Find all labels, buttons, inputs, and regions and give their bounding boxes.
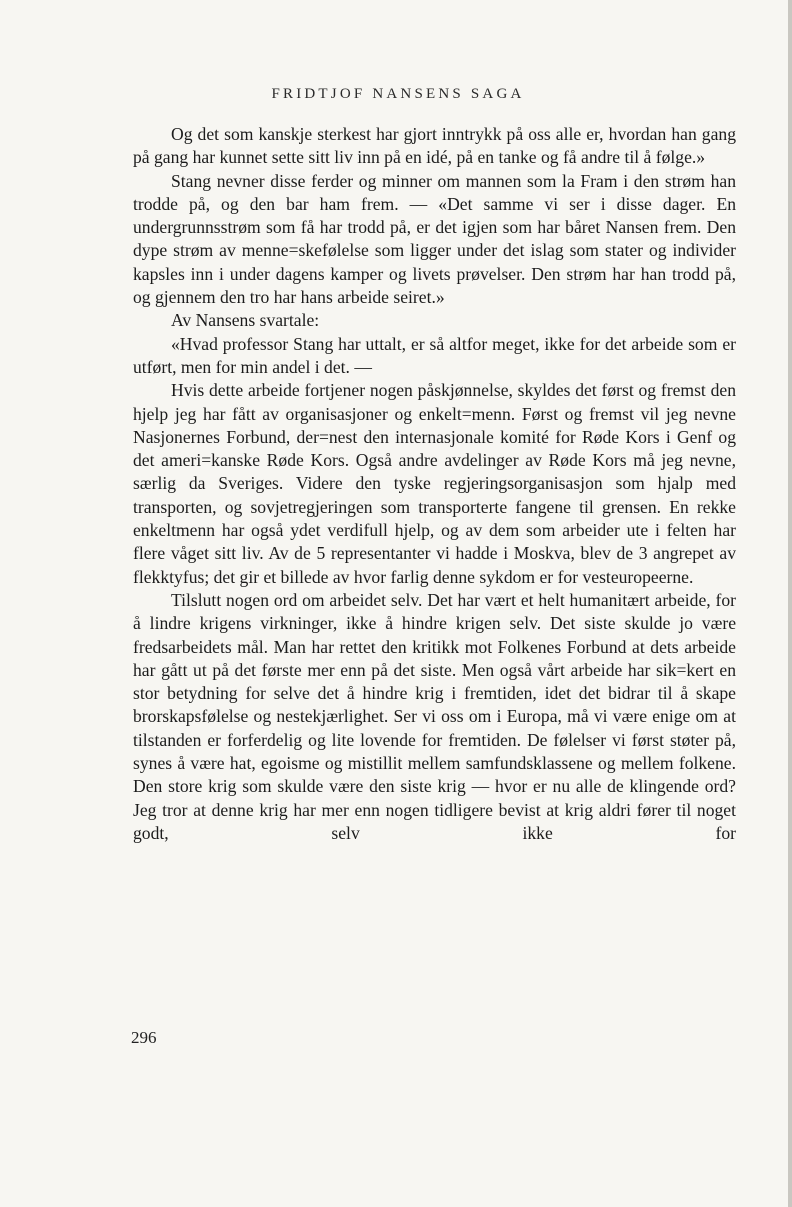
page-number: 296 bbox=[131, 1028, 157, 1047]
paragraph: «Hvad professor Stang har uttalt, er så altfor meget, ikke for det arbeide som er utført, men for min andel i det. — bbox=[133, 333, 736, 377]
running-head: FRIDTJOF NANSENS SAGA bbox=[271, 86, 525, 102]
paragraph: Og det som kanskje sterkest har gjort inntrykk på oss alle er, hvordan han gang på gang har kunnet sette sitt liv inn på en idé, på en tanke og få andre til å følge.» bbox=[133, 124, 736, 168]
paragraph: Hvis dette arbeide fortjener nogen påskjønnelse, skyldes det først og fremst den hjelp jeg har fått av organisasjoner og enkelt=menn. Først og fremst vil jeg nevne Nasjonernes Forbund, der=nest den internasjonale komité for Røde Kors i Genf og det ameri=kanske Røde Kors. Også andre avdelinger av Røde Kors må jeg nevne, særlig da Sveriges. Videre den tyske regjeringsorganisasjon som hjalp med transporten, og sovjetregjeringen som transporterte fangene til grensen. En rekke enkeltmenn har også ydet verdifull hjelp, og av dem som arbeider ute i felten har flere våget sitt liv. Av de 5 representanter vi hadde i Moskva, blev de 3 angrepet av flekktyfus; det gir et billede av hvor farlig denne sykdom er for vesteuropeerne. bbox=[133, 380, 736, 587]
paragraph: Tilslutt nogen ord om arbeidet selv. Det har vært et helt humanitært arbeide, for å lindre krigens virkninger, ikke å hindre krigen selv. Det siste skulde jo være fredsarbeidets mål. Man har rettet den kritikk mot Folkenes Forbund at dets arbeide har gått ut på det første mer enn på det siste. Men også vårt arbeide har sik=kert en stor betydning for selve det å hindre krig i fremtiden, idet det bidrar til å skape brorskapsfølelse og nestekjærlighet. Ser vi oss om i Europa, må vi være enige om at tilstanden er forferdelig og lite lovende for fremtiden. De følelser vi først støter på, synes å være hat, egoisme og mistillit mellem samfundsklassene og mellem folkene. Den store krig som skulde være den siste krig — hvor er nu alle de klingende ord? Jeg tror at denne krig har mer enn nogen tidligere bevist at krig aldri fører til noget godt, selv ikke for bbox=[133, 589, 736, 843]
paragraph: Av Nansens svartale: bbox=[171, 310, 320, 331]
page-edge bbox=[788, 0, 792, 1207]
paragraph: Stang nevner disse ferder og minner om mannen som la Fram i den strøm han trodde på, og den bar ham frem. — «Det samme vi ser i disse dager. En undergrunnsstrøm som få har trodd på, er det igjen som har båret Nansen frem. Den dype strøm av menne=skefølelse som ligger under det islag som stater og individer kapsles inn i under dagens kamper og livets prøvelser. Den strøm har han trodd på, og gjennem den tro har hans arbeide seiret.» bbox=[133, 170, 736, 308]
body-text bbox=[133, 123, 736, 845]
